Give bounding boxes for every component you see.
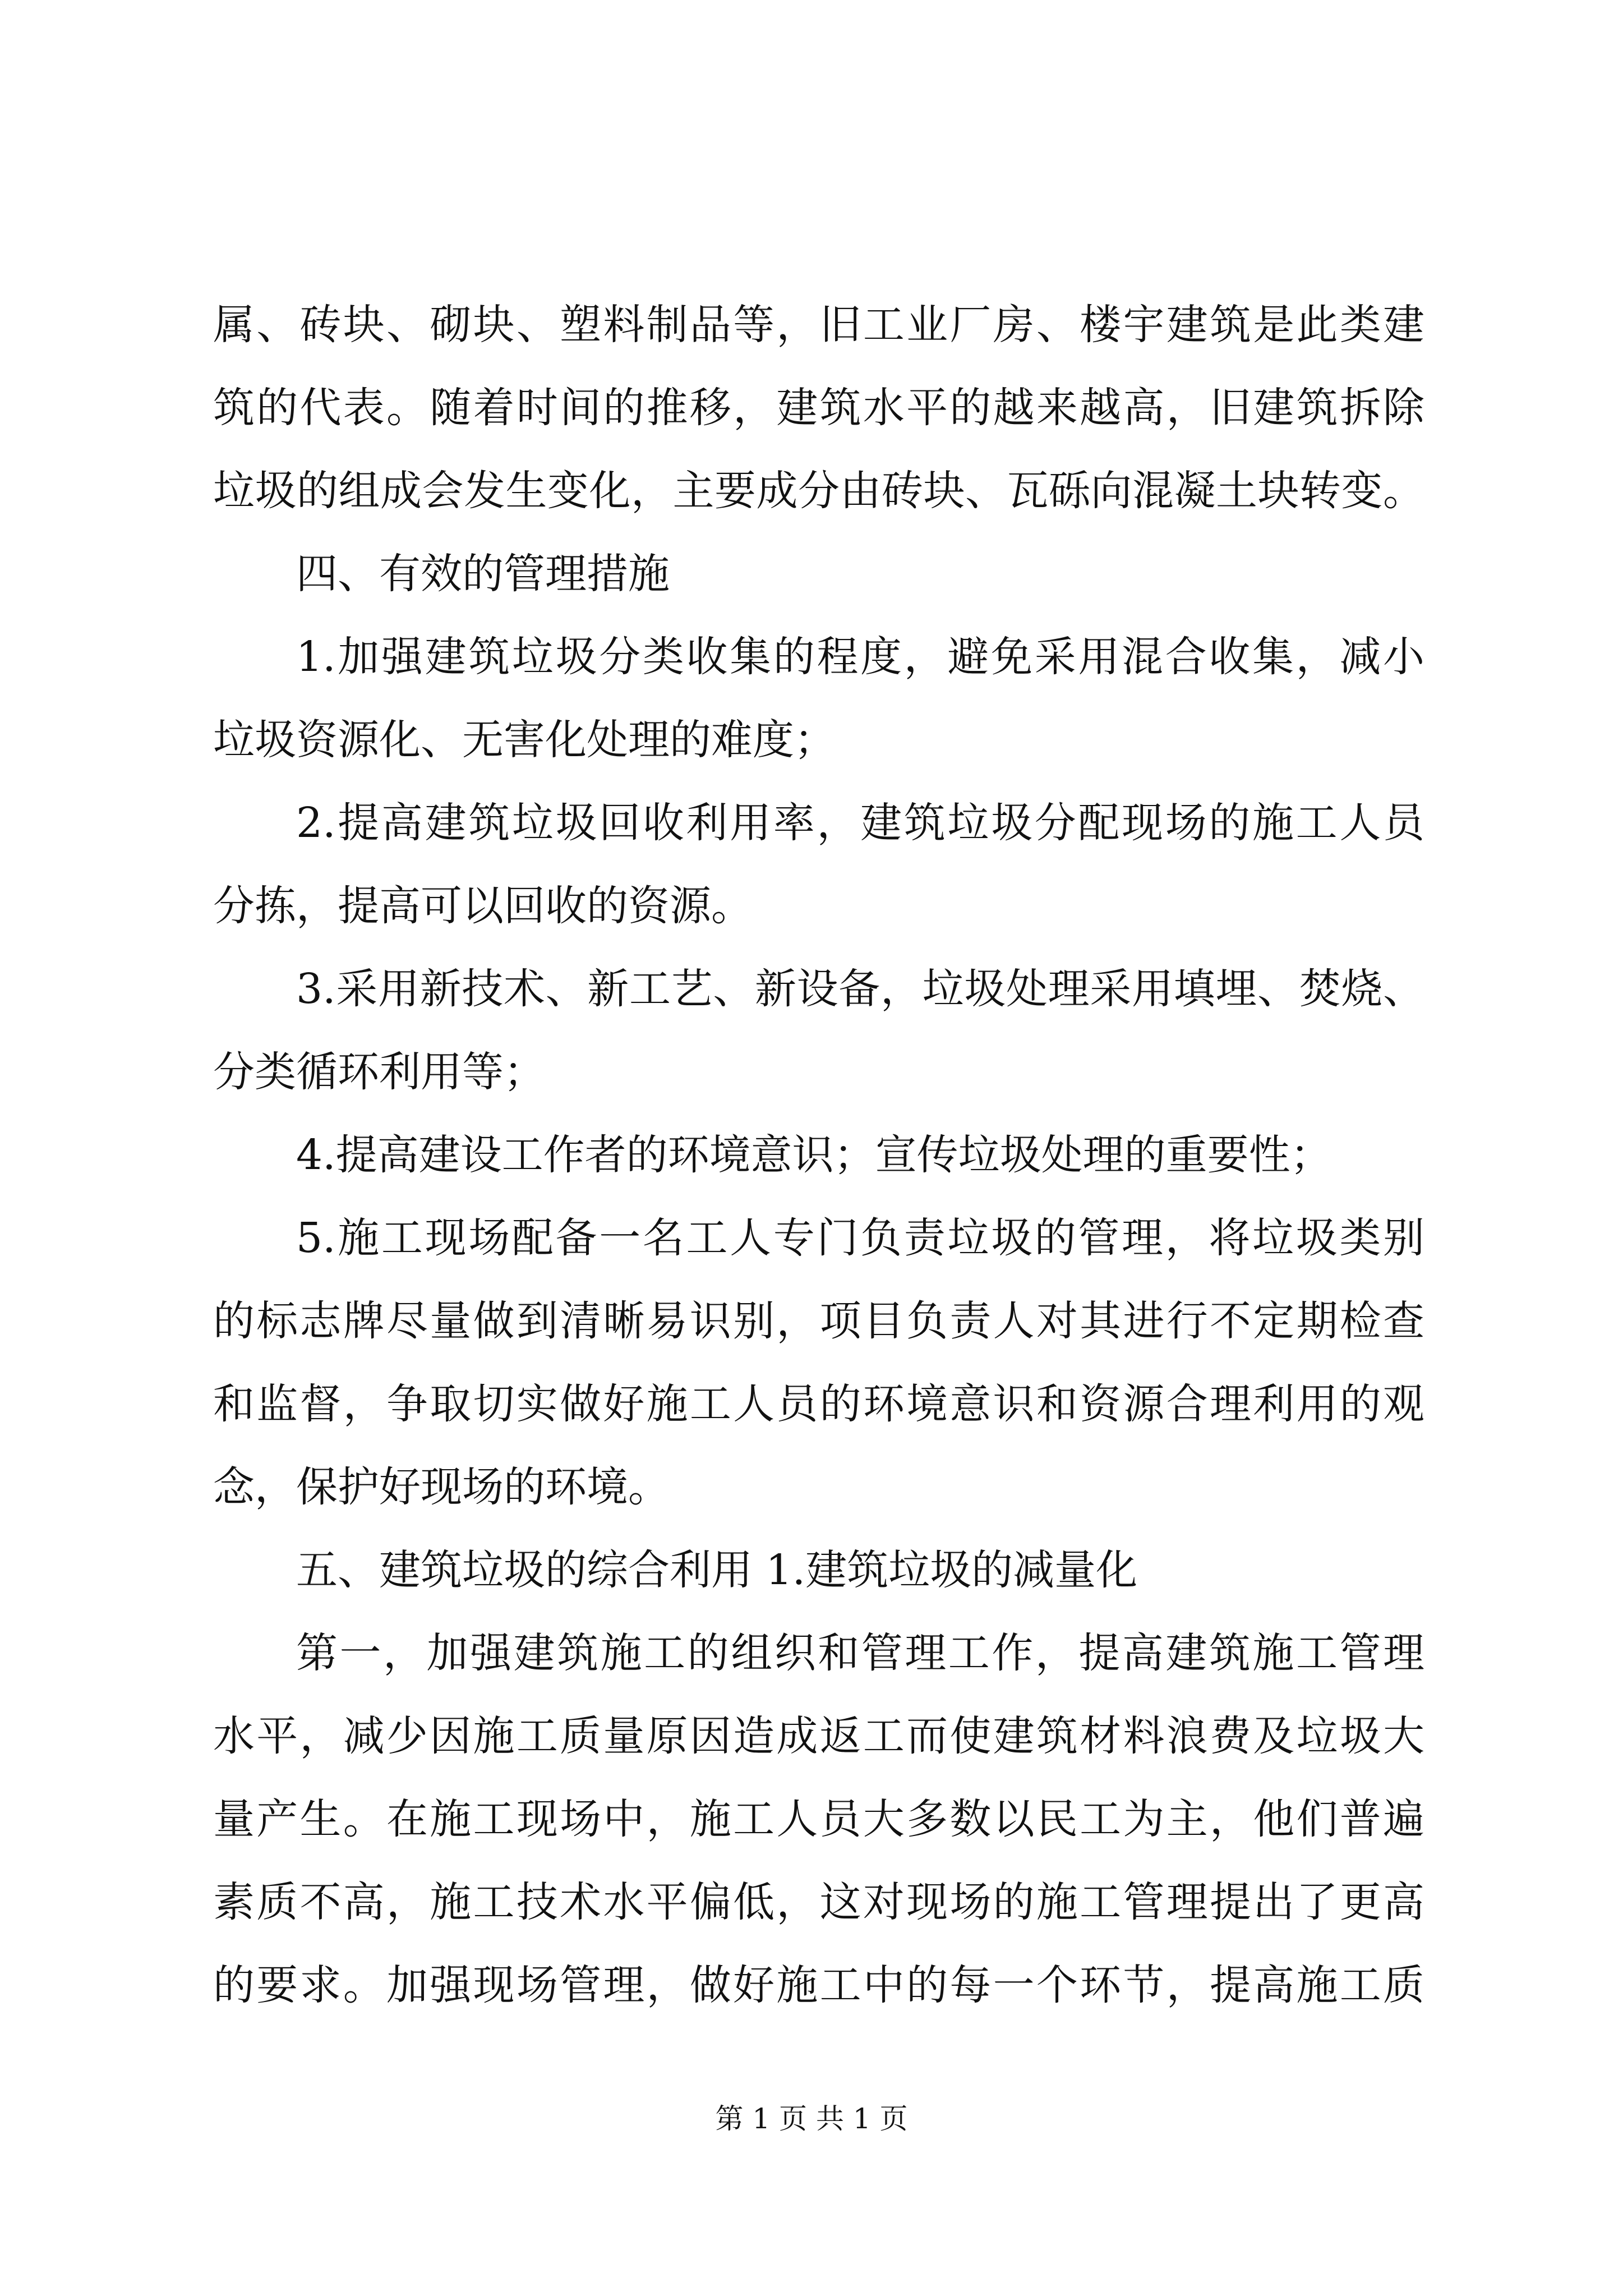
- text-line: 量产生。在施工现场中，施工人员大多数以民工为主，他们普遍: [213, 1795, 1424, 1843]
- section-heading: 五、建筑垃圾的综合利用 1.建筑垃圾的减量化: [296, 1546, 1138, 1594]
- text-line: 第一，加强建筑施工的组织和管理工作，提高建筑施工管理: [296, 1629, 1424, 1677]
- text-line: 分类循环利用等；: [213, 1048, 545, 1096]
- section-heading: 四、有效的管理措施: [296, 550, 670, 598]
- text-line: 5.施工现场配备一名工人专门负责垃圾的管理，将垃圾类别: [296, 1214, 1424, 1262]
- text-line: 垃圾的组成会发生变化，主要成分由砖块、瓦砾向混凝土块转变。: [213, 467, 1424, 515]
- text-line: 的标志牌尽量做到清晰易识别，项目负责人对其进行不定期检查: [213, 1297, 1424, 1345]
- text-line: 1.加强建筑垃圾分类收集的程度，避免采用混合收集，减小: [296, 633, 1424, 681]
- text-line: 水平，减少因施工质量原因造成返工而使建筑材料浪费及垃圾大: [213, 1712, 1424, 1760]
- text-line: 垃圾资源化、无害化处理的难度；: [213, 716, 836, 764]
- document-body: [213, 283, 1424, 2027]
- text-line: 2.提高建筑垃圾回收利用率，建筑垃圾分配现场的施工人员: [296, 799, 1424, 847]
- text-line: 念，保护好现场的环境。: [213, 1463, 670, 1511]
- text-line: 4.提高建设工作者的环境意识；宣传垃圾处理的重要性；: [296, 1131, 1332, 1179]
- text-line: 的要求。加强现场管理，做好施工中的每一个环节，提高施工质: [213, 1961, 1424, 2009]
- page-number-footer: 第 1 页 共 1 页: [715, 2102, 908, 2135]
- text-line: 分拣，提高可以回收的资源。: [213, 882, 753, 930]
- text-line: 筑的代表。随着时间的推移，建筑水平的越来越高，旧建筑拆除: [213, 384, 1424, 432]
- text-line: 3.采用新技术、新工艺、新设备，垃圾处理采用填埋、焚烧、: [296, 965, 1424, 1013]
- text-line: 和监督，争取切实做好施工人员的环境意识和资源合理利用的观: [213, 1380, 1424, 1428]
- text-line: 素质不高，施工技术水平偏低，这对现场的施工管理提出了更高: [213, 1878, 1424, 1926]
- text-line: 属、砖块、砌块、塑料制品等，旧工业厂房、楼宇建筑是此类建: [213, 301, 1424, 349]
